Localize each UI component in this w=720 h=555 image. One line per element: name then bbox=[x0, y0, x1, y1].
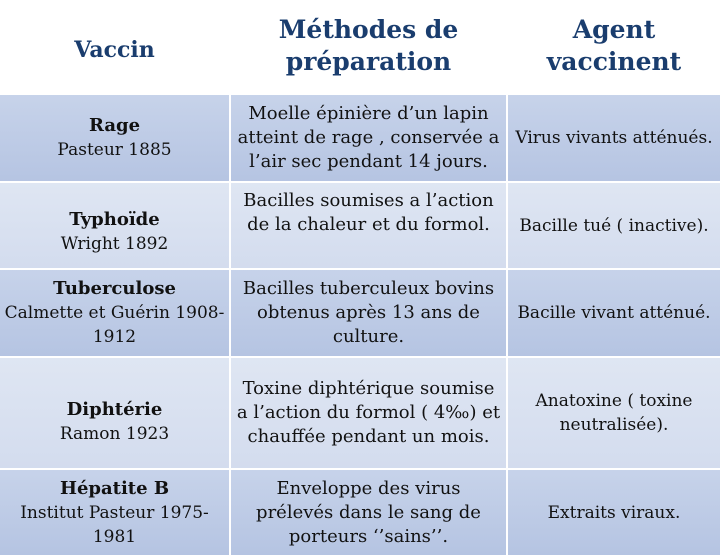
vaccine-author: Ramon 1923 bbox=[59, 424, 170, 444]
vaccine-name: Hépatite B bbox=[59, 477, 170, 499]
cell-methode bbox=[230, 182, 507, 269]
table-row-typhoide bbox=[0, 182, 720, 269]
header-agent: Agent vaccinent bbox=[507, 0, 720, 94]
header-row bbox=[0, 0, 720, 94]
vaccine-name: Diphtérie bbox=[66, 399, 163, 420]
table-row-rage bbox=[0, 94, 720, 183]
cell-agent bbox=[507, 182, 720, 269]
cell-vaccin bbox=[0, 269, 230, 357]
cell-agent bbox=[507, 357, 720, 469]
table-row-hepatite-b bbox=[0, 469, 720, 555]
vaccine-agent: Bacille tué ( inactive). bbox=[519, 215, 709, 236]
vaccine-name: Typhoïde bbox=[69, 208, 160, 230]
vaccine-author: Calmette et Guérin 1908-1912 bbox=[4, 303, 225, 347]
vaccine-agent: Extraits viraux. bbox=[547, 502, 681, 523]
cell-vaccin bbox=[0, 94, 230, 183]
preparation-method: Bacilles tuberculeux bovins obtenus après 13 ans de culture. bbox=[242, 278, 495, 347]
vaccine-name: Tuberculose bbox=[53, 278, 176, 299]
table-row-diphterie bbox=[0, 357, 720, 469]
cell-vaccin bbox=[0, 469, 230, 555]
preparation-method: Toxine diphtérique soumise a l’action du formol ( 4‰) et chauffée pendant un mois. bbox=[236, 378, 501, 447]
cell-vaccin bbox=[0, 357, 230, 469]
header-methodes: Méthodes de préparation bbox=[230, 0, 507, 94]
cell-agent bbox=[507, 469, 720, 555]
preparation-method: Bacilles soumises a l’action de la chaleur et du formol. bbox=[243, 189, 494, 235]
cell-methode bbox=[230, 469, 507, 555]
cell-agent bbox=[507, 94, 720, 183]
header-vaccin: Vaccin bbox=[0, 0, 230, 94]
vaccine-agent: Virus vivants atténués. bbox=[515, 128, 713, 148]
vaccine-author: Wright 1892 bbox=[60, 233, 169, 254]
vaccine-author: Pasteur 1885 bbox=[57, 140, 172, 160]
vaccine-agent: Anatoxine ( toxine neutralisée). bbox=[535, 391, 693, 435]
cell-agent bbox=[507, 269, 720, 357]
cell-methode bbox=[230, 94, 507, 183]
vaccine-agent: Bacille vivant atténué. bbox=[517, 303, 711, 323]
cell-vaccin bbox=[0, 182, 230, 269]
preparation-method: Moelle épinière d’un lapin atteint de rage , conservée a l’air sec pendant 14 jours. bbox=[237, 103, 500, 172]
cell-methode bbox=[230, 357, 507, 469]
cell-methode bbox=[230, 269, 507, 357]
preparation-method: Enveloppe des virus prélevés dans le sang de porteurs ‘’sains’’. bbox=[256, 477, 481, 547]
table-row-tuberculose bbox=[0, 269, 720, 357]
vaccine-author: Institut Pasteur 1975-1981 bbox=[20, 502, 209, 547]
vaccine-name: Rage bbox=[88, 115, 141, 136]
